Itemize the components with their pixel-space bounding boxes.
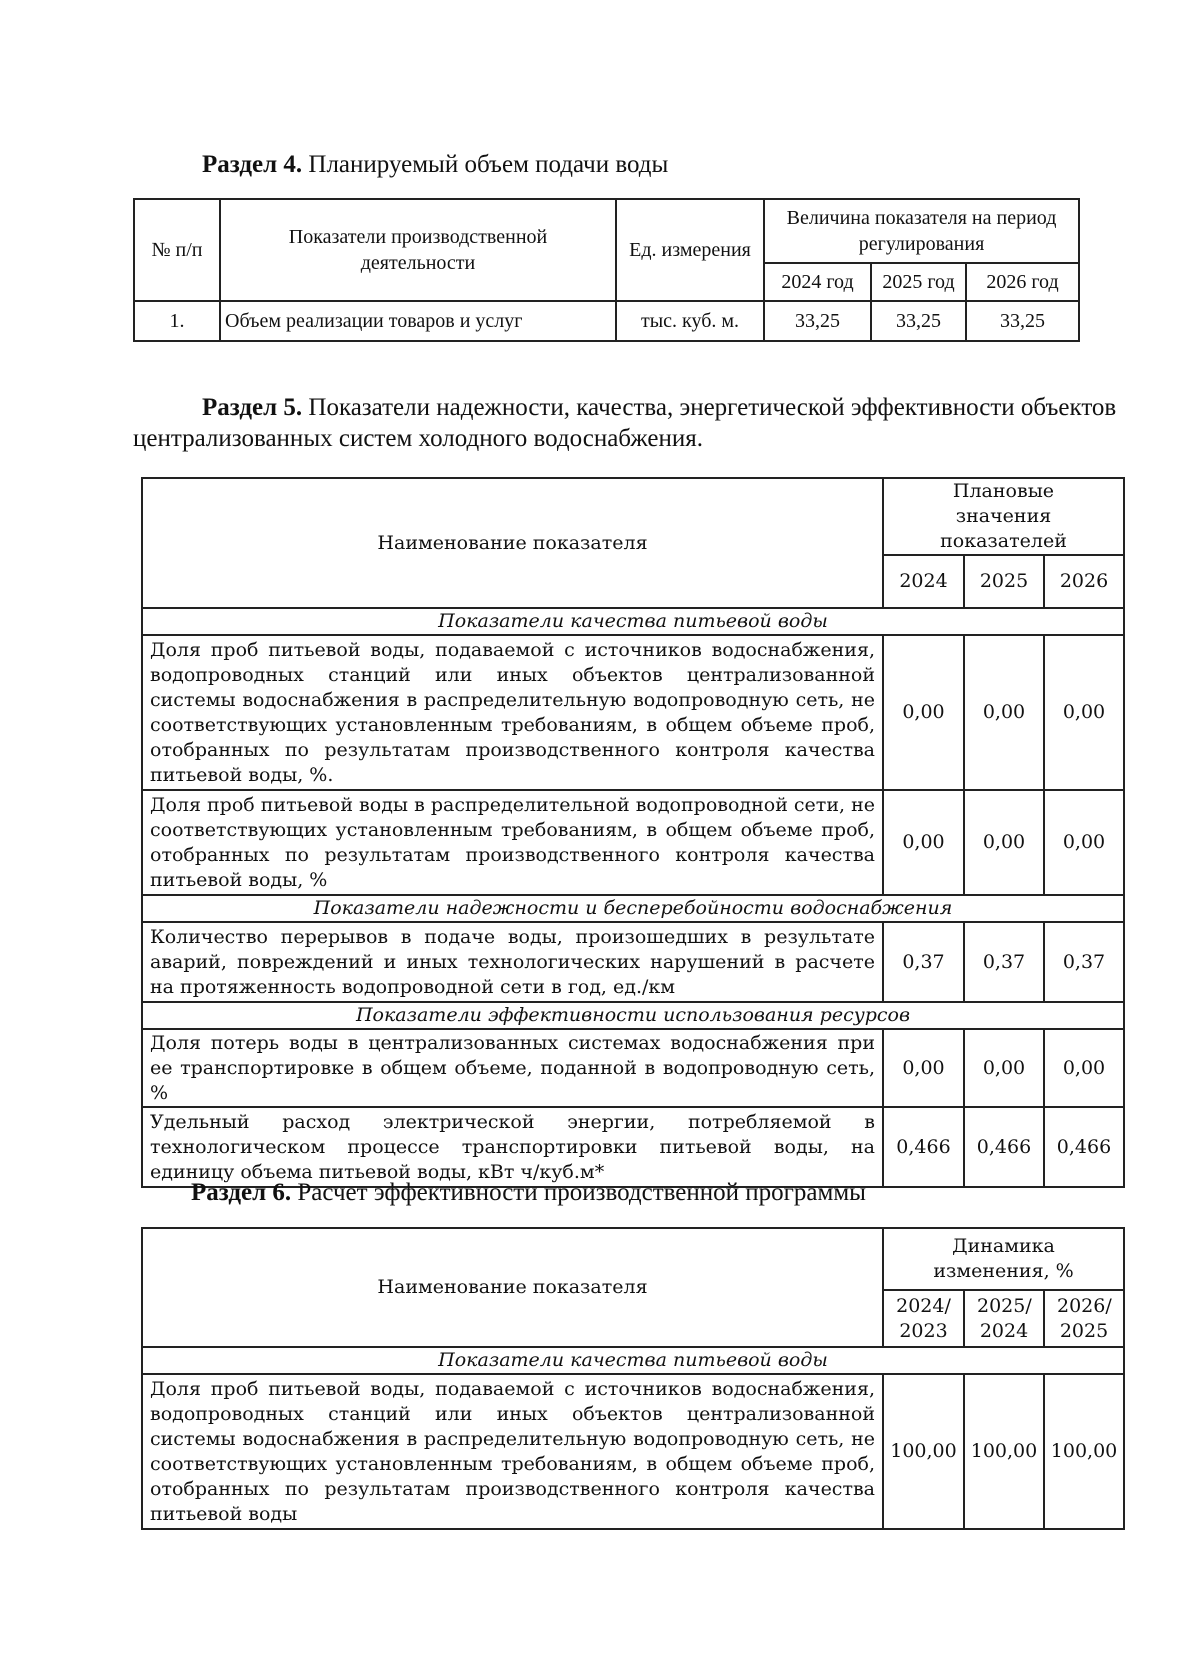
value-2024: 0,00 [883, 1029, 964, 1107]
indicator-text: Доля проб питьевой воды в распределительной водопроводной сети, не соответствующих установленным требованиям, в общем объеме проб, отобранных по результатам производственного контроля качества питьевой воды, % [142, 790, 883, 895]
header-period-2024: 2024/ 2023 [883, 1290, 964, 1347]
header-planned: Плановые значения показателей [883, 478, 1124, 555]
row-num: 1. [134, 301, 220, 341]
indicator-text: Количество перерывов в подаче воды, произошедших в результате аварий, повреждений и иных технологических нарушений в расчете на протяженность водопроводной сети в год, ед./км [142, 922, 883, 1002]
value-2025: 100,00 [964, 1374, 1044, 1529]
table-row [142, 790, 1124, 895]
section5-title-line1: Показатели надежности, качества, энергетической эффективности объектов [302, 394, 1117, 421]
section6-title [191, 1178, 866, 1208]
row-value-2026: 33,25 [966, 301, 1079, 341]
value-2026: 100,00 [1044, 1374, 1124, 1529]
value-2024: 0,00 [883, 790, 964, 895]
table-row [142, 1029, 1124, 1107]
value-2024: 0,00 [883, 635, 964, 790]
category-reliability: Показатели надежности и бесперебойности водоснабжения [142, 895, 1124, 922]
header-period-2025: 2025/ 2024 [964, 1290, 1044, 1347]
table-row [134, 301, 1079, 341]
header-num: № п/п [134, 199, 220, 301]
section6-table [141, 1227, 1125, 1530]
value-2024: 0,466 [883, 1107, 964, 1187]
section6-title-bold: Раздел 6. [191, 1179, 292, 1206]
section4-table [133, 198, 1080, 342]
value-2026: 0,00 [1044, 635, 1124, 790]
value-2026: 0,00 [1044, 790, 1124, 895]
header-unit: Ед. измерения [616, 199, 764, 301]
value-2026: 0,00 [1044, 1029, 1124, 1107]
category-resources: Показатели эффективности использования ресурсов [142, 1002, 1124, 1029]
header-year-2026: 2026 год [966, 263, 1079, 301]
section5-table [141, 477, 1125, 1188]
value-2024: 100,00 [883, 1374, 964, 1529]
category-quality: Показатели качества питьевой воды [142, 608, 1124, 635]
indicator-text: Доля проб питьевой воды, подаваемой с источников водоснабжения, водопроводных станций или иных объектов централизованной системы водоснабжения в распределительную водопроводную сеть, не соответствующих установленным требованиям, в общем объеме проб, отобранных по результатам производственного контроля качества питьевой воды [142, 1374, 883, 1529]
header-year-2026: 2026 [1044, 555, 1124, 608]
value-2024: 0,37 [883, 922, 964, 1002]
row-value-2025: 33,25 [871, 301, 966, 341]
table-row [142, 1374, 1124, 1529]
value-2026: 0,37 [1044, 922, 1124, 1002]
row-unit: тыс. куб. м. [616, 301, 764, 341]
header-year-2024: 2024 [883, 555, 964, 608]
row-indicator: Объем реализации товаров и услуг [220, 301, 616, 341]
value-2025: 0,00 [964, 790, 1044, 895]
indicator-text: Удельный расход электрической энергии, потребляемой в технологическом процессе транспортировки питьевой воды, на единицу объема питьевой воды, кВт ч/куб.м* [142, 1107, 883, 1187]
section4-title-text: Планируемый объем подачи воды [302, 151, 669, 178]
section6-title-text: Расчет эффективности производственной программы [291, 1179, 866, 1206]
table-row [142, 635, 1124, 790]
section4-title [202, 150, 668, 180]
header-period: Величина показателя на период регулирования [764, 199, 1079, 263]
header-year-2024: 2024 год [764, 263, 871, 301]
header-year-2025: 2025 год [871, 263, 966, 301]
indicator-text: Доля проб питьевой воды, подаваемой с источников водоснабжения, водопроводных станций или иных объектов централизованной системы водоснабжения в распределительную водопроводную сеть, не соответствующих установленным требованиям, в общем объеме проб, отобранных по результатам производственного контроля качества питьевой воды, %. [142, 635, 883, 790]
category-quality: Показатели качества питьевой воды [142, 1347, 1124, 1374]
header-name: Наименование показателя [142, 478, 883, 608]
header-period-2026: 2026/ 2025 [1044, 1290, 1124, 1347]
header-dynamics: Динамика изменения, % [883, 1228, 1124, 1290]
header-name: Наименование показателя [142, 1228, 883, 1347]
indicator-text: Доля потерь воды в централизованных системах водоснабжения при ее транспортировке в общем объеме, поданной в водопроводную сеть, % [142, 1029, 883, 1107]
table-row [142, 1107, 1124, 1187]
section5-title [202, 393, 1116, 423]
table-row [142, 922, 1124, 1002]
section5-title-line2: централизованных систем холодного водоснабжения. [133, 425, 703, 452]
section5-title-bold: Раздел 5. [202, 394, 303, 421]
header-year-2025: 2025 [964, 555, 1044, 608]
value-2025: 0,37 [964, 922, 1044, 1002]
value-2025: 0,00 [964, 1029, 1044, 1107]
section4-title-bold: Раздел 4. [202, 151, 303, 178]
value-2026: 0,466 [1044, 1107, 1124, 1187]
row-value-2024: 33,25 [764, 301, 871, 341]
value-2025: 0,00 [964, 635, 1044, 790]
header-indicator: Показатели производственной деятельности [220, 199, 616, 301]
value-2025: 0,466 [964, 1107, 1044, 1187]
